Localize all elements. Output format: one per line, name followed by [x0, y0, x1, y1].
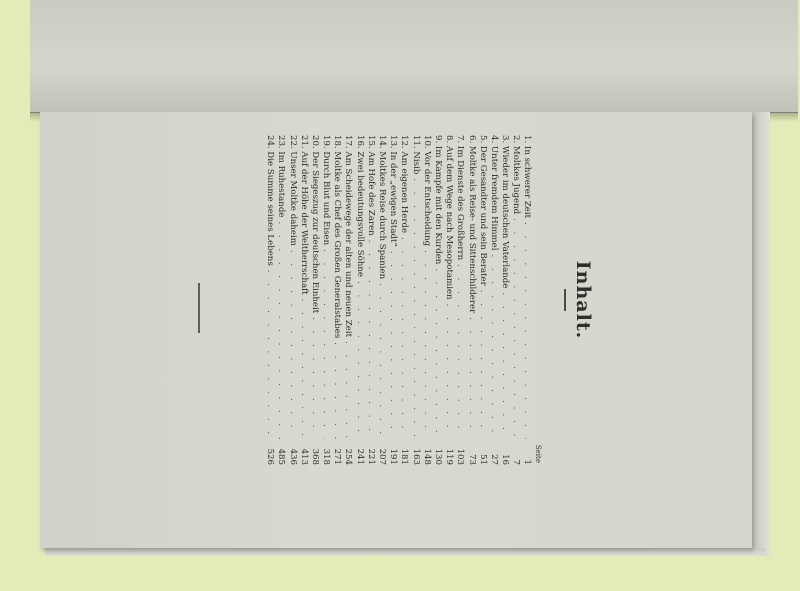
toc-entry-label: 22. Unser Moltke daheim — [287, 135, 298, 246]
toc-list — [264, 135, 533, 465]
toc-entry-page: 7 — [511, 459, 522, 465]
toc-entry-label: 2. Moltkes Jugend — [511, 135, 522, 215]
toc-entry-page: 413 — [298, 448, 309, 465]
toc-entry-label: 6. Moltke als Reise- und Sittenschilderer — [466, 135, 477, 314]
toc-entry-label: 7. Im Dienste des Großherrn — [455, 135, 466, 261]
toc-entry-page: 241 — [354, 448, 365, 465]
toc-entry-page: 485 — [276, 448, 287, 465]
toc-entry-label: 15. Am Hofe des Zaren — [365, 135, 376, 236]
toc-leader-dots — [521, 222, 532, 439]
page-edge-bottom — [45, 548, 765, 556]
toc-entry-page: 51 — [477, 454, 488, 465]
toc-entry-label: 12. Am eigenen Herde — [399, 135, 410, 234]
toc-entry-label: 1. In schwerer Zeit — [522, 135, 533, 219]
toc-leader-dots — [298, 299, 309, 439]
toc-entry-page: 221 — [365, 448, 376, 465]
toc-entry-label: 8. Auf dem Wege nach Mesopotamien — [444, 135, 455, 300]
toc-entry-page: 16 — [500, 454, 511, 465]
toc-entry — [275, 135, 286, 465]
toc-entry — [354, 135, 365, 465]
toc-entry-page: 207 — [377, 448, 388, 465]
toc-leader-dots — [510, 218, 521, 439]
toc-entry-page: 318 — [321, 448, 332, 465]
toc-entry — [477, 135, 488, 465]
toc-leader-dots — [286, 250, 297, 439]
toc-leader-dots — [409, 178, 420, 439]
toc-entry — [454, 135, 465, 465]
toc-entry-page: 254 — [343, 448, 354, 465]
toc-entry-label: 4. Unter fremdem Himmel — [488, 135, 499, 251]
toc-entry-label: 24. Die Summe seines Lebens — [265, 135, 276, 266]
toc-entry — [298, 135, 309, 465]
toc-leader-dots — [477, 290, 488, 439]
toc-entry-label: 21. Auf der Höhe der Weltherrschaft — [298, 135, 309, 295]
toc-entry — [432, 135, 443, 465]
toc-entry-label: 19. Durch Blut und Eisen — [321, 135, 332, 246]
toc-entry-label: 14. Moltkes Reise durch Spanien — [377, 135, 388, 280]
toc-entry — [342, 135, 353, 465]
toc-entry-page: 148 — [421, 448, 432, 465]
toc-entry-page: 130 — [433, 448, 443, 465]
toc-entry-page: 526 — [265, 448, 276, 465]
toc-leader-dots — [353, 281, 364, 439]
toc-entry-label: 20. Der Siegeszug zur deutschen Einheit — [309, 135, 320, 314]
toc-leader-dots — [387, 251, 398, 439]
toc-entry — [309, 135, 320, 465]
toc-leader-dots — [376, 283, 387, 439]
toc-entry-page: 436 — [287, 448, 298, 465]
toc-entry — [331, 135, 342, 465]
toc-entry — [421, 135, 432, 465]
toc-entry — [465, 135, 476, 465]
toc-entry — [264, 135, 275, 465]
title-rule — [565, 289, 567, 311]
toc-entry-label: 3. Wieder im deutschen Vaterlande — [500, 135, 511, 289]
toc-entry-page: 271 — [332, 448, 343, 465]
toc-entry-page: 119 — [444, 448, 455, 465]
toc-entry-label: 5. Der Gesandter und sein Berater — [477, 135, 488, 286]
toc-leader-dots — [365, 240, 376, 439]
page-column-header: Seite — [534, 444, 543, 463]
toc-entry-label: 17. Am Scheidewege der alten und neuen Zeit — [343, 135, 354, 338]
toc-leader-dots — [488, 254, 499, 439]
toc-leader-dots — [432, 268, 443, 439]
toc-entry — [409, 135, 420, 465]
toc-entry-label: 23. Im Ruhestande — [276, 135, 287, 218]
toc-entry-label: 10. Vor der Entscheidung — [421, 135, 432, 247]
toc-leader-dots — [320, 249, 331, 439]
toc-leader-dots — [342, 341, 353, 439]
toc-entry-label: 16. Zwei bedeutungsvolle Söhne — [354, 135, 365, 277]
toc-entry — [499, 135, 510, 465]
toc-entry — [443, 135, 454, 465]
toc-entry-page: 191 — [388, 448, 399, 465]
toc-entry-label: 13. In der „ewigen Stadt“ — [388, 135, 399, 247]
toc-leader-dots — [398, 237, 409, 439]
page-edge-right — [752, 112, 770, 556]
toc-entry — [376, 135, 387, 465]
toc-entry — [521, 135, 532, 465]
toc-leader-dots — [309, 317, 320, 439]
toc-entry-page: 1 — [522, 459, 533, 465]
toc-leader-dots — [499, 292, 510, 439]
toc-entry-page: 73 — [466, 454, 477, 465]
toc-title: Inhalt. — [572, 260, 594, 340]
toc-leader-dots — [264, 270, 275, 439]
toc-entry — [365, 135, 376, 465]
toc-entry-page: 27 — [488, 454, 499, 465]
toc-leader-dots — [421, 250, 432, 439]
toc-entry-page: 368 — [309, 448, 320, 465]
toc-entry-label: 9. Im Kampfe mit den Kurden — [433, 135, 443, 265]
toc-entry — [320, 135, 331, 465]
toc-entry — [488, 135, 499, 465]
toc-leader-dots — [465, 317, 476, 439]
toc-entry — [398, 135, 409, 465]
toc-entry-page: 103 — [455, 448, 466, 465]
toc-entry — [286, 135, 297, 465]
toc-entry-label: 11. Nisib — [410, 135, 421, 175]
toc-entry — [387, 135, 398, 465]
toc-leader-dots — [443, 304, 454, 439]
toc-entry-page: 181 — [399, 448, 410, 465]
toc-leader-dots — [331, 342, 342, 439]
toc-entry-page: 163 — [410, 448, 421, 465]
toc-leader-dots — [275, 221, 286, 439]
table-of-contents — [194, 135, 594, 465]
toc-entry-label: 18. Moltke als Chef des Großen Generalstabes — [332, 135, 343, 339]
facing-page — [30, 0, 798, 113]
toc-entry — [510, 135, 521, 465]
toc-leader-dots — [454, 264, 465, 439]
